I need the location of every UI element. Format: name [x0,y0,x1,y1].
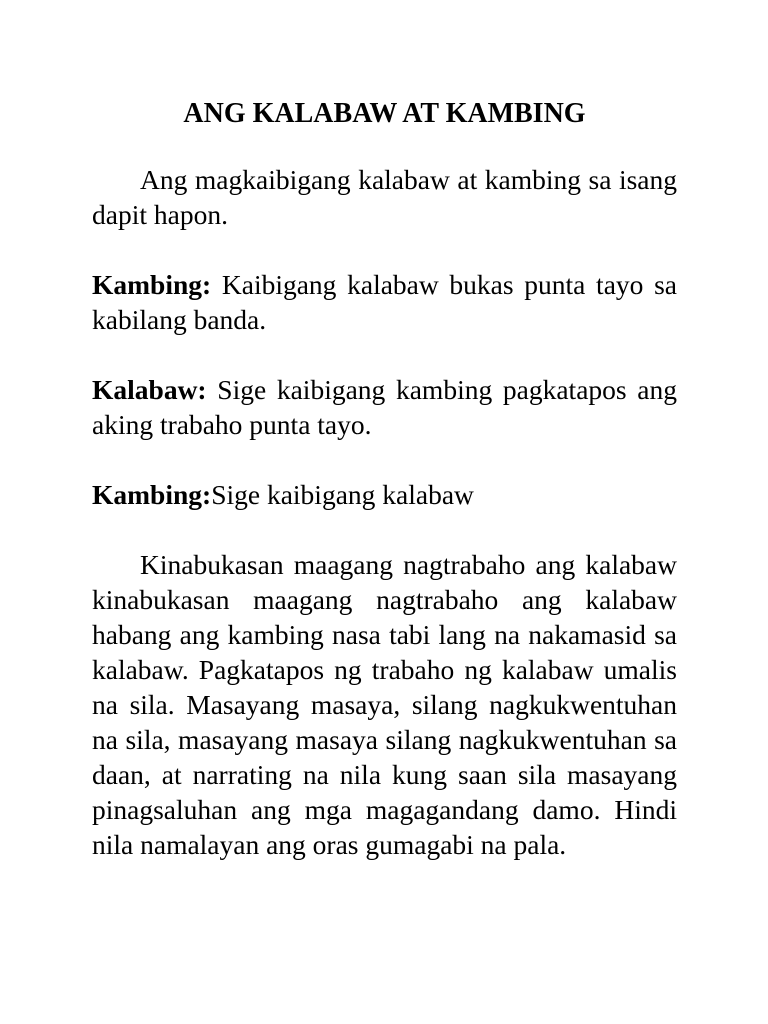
dialogue-line-1 [92,267,677,337]
speaker-label: Kalabaw: [92,374,207,405]
dialogue-text: Kaibigang kalabaw bukas punta tayo sa kabilang banda. [92,269,677,335]
speaker-label: Kambing: [92,479,212,510]
narrative-paragraph: Kinabukasan maagang nagtrabaho ang kalabaw kinabukasan maagang nagtrabaho ang kalabaw habang ang kambing nasa tabi lang na nakamasid sa kalabaw. Pagkatapos ng trabaho ng kalabaw umalis na sila. Masayang masaya, silang nagkukwentuhan na sila, masayang masaya silang nagkukwentuhan sa daan, at narrating na nila kung saan sila masayang pinagsaluhan ang mga magagandang damo. Hindi nila namalayan ang oras gumagabi na pala. [92,549,677,860]
intro-paragraph: Ang magkaibigang kalabaw at kambing sa isang dapit hapon. [92,164,677,230]
document-page [92,0,677,862]
dialogue-text: Sige kaibigang kambing pagkatapos ang aking trabaho punta tayo. [92,374,677,440]
speaker-label: Kambing: [92,269,212,300]
document-title: ANG KALABAW AT KAMBING [183,98,586,129]
dialogue-line-2 [92,372,677,442]
dialogue-text: Sige kaibigang kalabaw [211,479,474,510]
dialogue-line-3 [92,477,677,512]
